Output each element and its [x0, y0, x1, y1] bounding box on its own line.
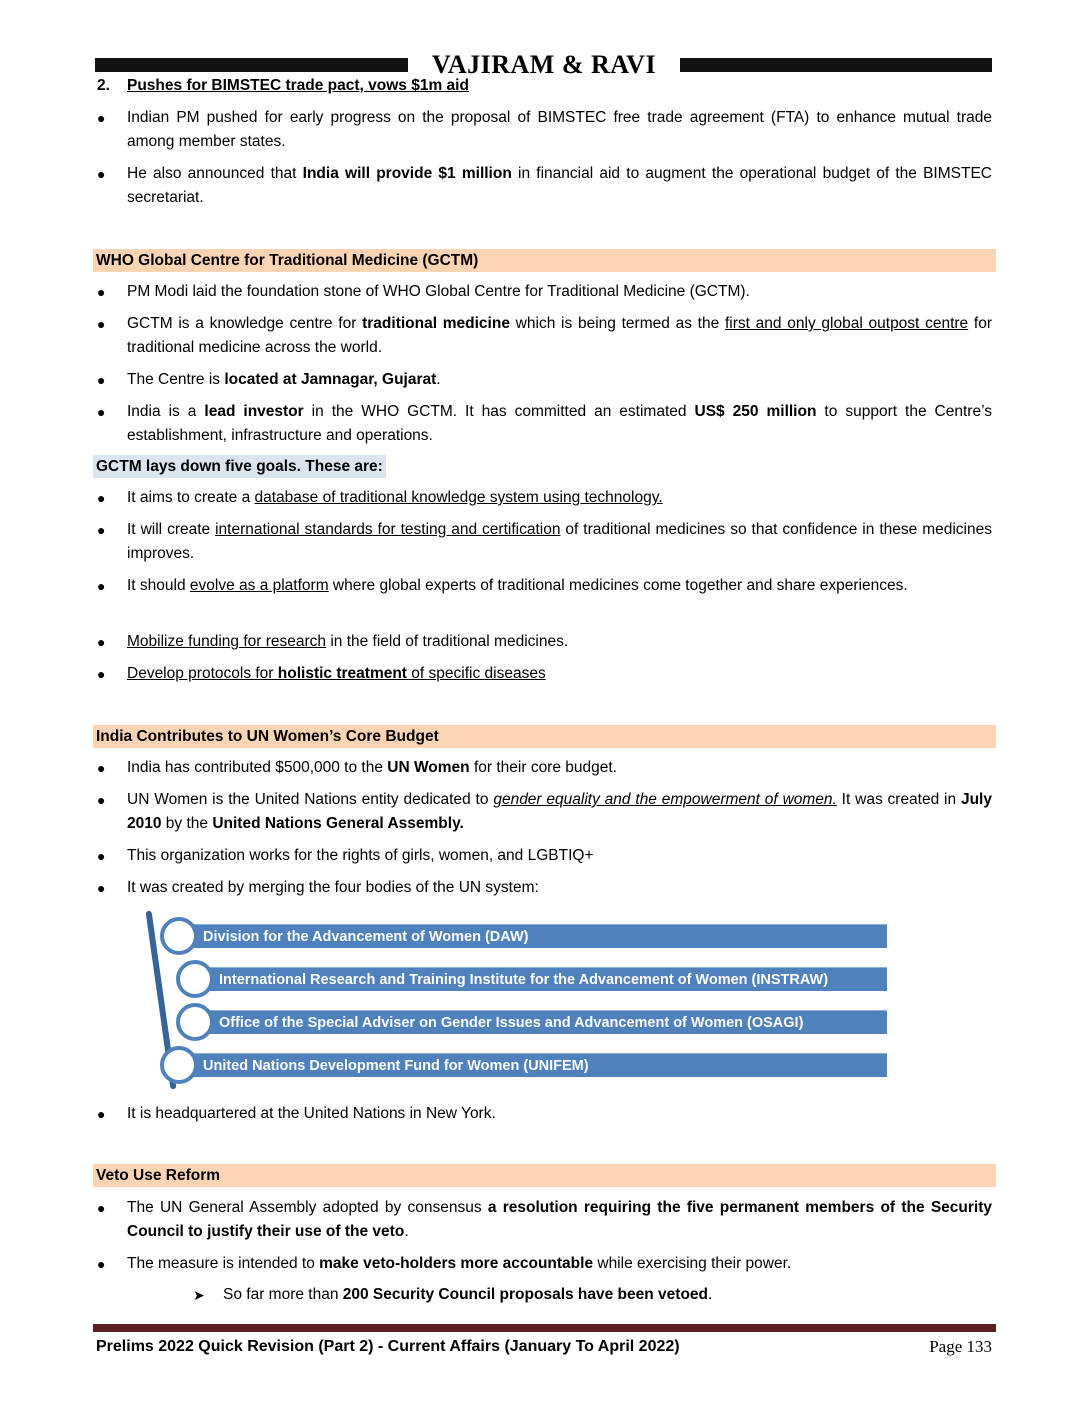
text-run: lead investor — [204, 403, 304, 420]
text-run: make veto-holders more accountable — [319, 1255, 594, 1272]
footer-title: Prelims 2022 Quick Revision (Part 2) - Current Affairs (January To April 2022) — [96, 1338, 680, 1355]
text-run: for their core budget. — [469, 759, 617, 776]
text-run: in financial aid to augment the operational budget of the BIMSTEC secretariat. — [127, 165, 992, 206]
text-run: first and only global outpost centre — [724, 315, 969, 332]
bullet-icon: ● — [97, 1200, 106, 1216]
text-run: This organization works for the rights of girls, women, and LGBTIQ+ — [127, 847, 594, 864]
text-run: It should — [127, 577, 190, 594]
bullet-text — [127, 400, 992, 448]
bullet-text — [127, 1102, 992, 1126]
bullet-icon: ● — [97, 316, 106, 332]
text-run: . — [404, 1223, 409, 1240]
text-run: PM Modi laid the foundation stone of WHO Global Centre for Traditional Medicine (GCTM). — [127, 283, 750, 300]
text-run: The Centre is — [127, 371, 225, 388]
bullet-text — [127, 162, 992, 210]
text-run: It aims to create a — [127, 489, 255, 506]
text-run: a resolution requiring the five permanent members of the Security Council to justify their use of the veto — [127, 1199, 992, 1240]
text-run: Mobilize funding for research — [127, 633, 327, 650]
text-run: July 2010 — [127, 791, 992, 832]
diagram-circle — [160, 917, 198, 955]
section-header-veto: Veto Use Reform — [93, 1164, 996, 1187]
subsection-gctm-goals: GCTM lays down five goals. These are: — [93, 455, 386, 478]
text-run: Develop protocols for — [127, 665, 278, 682]
text-run: It is headquartered at the United Nations in New York. — [127, 1105, 496, 1122]
bullet-icon: ● — [97, 404, 106, 420]
text-run: India will provide $1 million — [302, 165, 512, 182]
text-run: in the WHO GCTM. It has committed an estimated — [303, 403, 695, 420]
header-rule-right — [680, 58, 992, 72]
diagram-item: United Nations Development Fund for Women (UNIFEM) — [170, 1053, 887, 1077]
bullet-text — [127, 518, 992, 566]
bullet-text — [127, 662, 992, 686]
text-run: database of traditional knowledge system using technology. — [254, 489, 663, 506]
text-run: traditional medicine — [362, 315, 510, 332]
bullet-icon: ● — [97, 578, 106, 594]
text-run: It was created in — [836, 791, 961, 808]
bullet-icon: ● — [97, 490, 106, 506]
text-run: holistic treatment — [277, 665, 407, 682]
diagram-item: Office of the Special Adviser on Gender Issues and Advancement of Women (OSAGI) — [188, 1010, 887, 1034]
brand-title: VAJIRAM & RAVI — [431, 50, 657, 79]
bullet-icon: ● — [97, 522, 106, 538]
bullet-text — [127, 876, 992, 900]
bullet-text — [127, 788, 992, 836]
bullet-icon: ● — [97, 372, 106, 388]
text-run: gender equality and the empowerment of women. — [493, 791, 837, 808]
text-run: Indian PM pushed for early progress on the proposal of BIMSTEC free trade agreement (FTA) to enhance mutual trade among member states. — [127, 109, 992, 150]
text-run: He also announced that — [127, 165, 303, 182]
bullet-icon: ● — [97, 1256, 106, 1272]
bullet-icon: ● — [97, 166, 106, 182]
text-run: US$ 250 million — [694, 403, 817, 420]
bullet-text — [127, 630, 992, 654]
text-run: for traditional medicine across the world. — [127, 315, 992, 356]
text-run: India has contributed $500,000 to the — [127, 759, 388, 776]
bullet-icon: ● — [97, 634, 106, 650]
bullet-text — [127, 106, 992, 154]
section-header-unwomen: India Contributes to UN Women’s Core Budget — [93, 725, 996, 748]
bullet-icon: ● — [97, 110, 106, 126]
arrow-bullet-icon: ➤ — [193, 1287, 205, 1303]
bullet-icon: ● — [97, 284, 106, 300]
text-run: India is a — [127, 403, 205, 420]
bullet-text — [127, 486, 992, 510]
text-run: United Nations General Assembly. — [212, 815, 464, 832]
bullet-icon: ● — [97, 792, 106, 808]
bullet-icon: ● — [97, 880, 106, 896]
text-run: 200 Security Council proposals have been vetoed — [342, 1286, 708, 1303]
diagram-circle — [176, 1003, 214, 1041]
text-run: It was created by merging the four bodies of the UN system: — [127, 879, 539, 896]
bullet-text — [127, 756, 992, 780]
diagram-circle — [160, 1046, 198, 1084]
text-run: UN Women — [387, 759, 470, 776]
text-run: evolve as a platform — [189, 577, 329, 594]
bullet-icon: ● — [97, 1106, 106, 1122]
bullet-icon: ● — [97, 760, 106, 776]
bullet-icon: ● — [97, 848, 106, 864]
text-run: It will create — [127, 521, 216, 538]
sub-bullet-text — [223, 1283, 983, 1307]
item-title: Pushes for BIMSTEC trade pact, vows $1m aid — [127, 77, 469, 94]
bullet-text — [127, 368, 992, 392]
text-run: which is being termed as the — [509, 315, 725, 332]
text-run: where global experts of traditional medicines come together and share experiences. — [328, 577, 908, 594]
footer-rule — [93, 1324, 996, 1332]
bullet-text — [127, 844, 992, 868]
text-run: while exercising their power. — [593, 1255, 792, 1272]
text-run: The UN General Assembly adopted by consensus — [127, 1199, 488, 1216]
bullet-text — [127, 1252, 992, 1276]
text-run: of traditional medicines so that confidence in these medicines improves. — [127, 521, 992, 562]
bullet-text — [127, 1196, 992, 1244]
diagram-circle — [176, 960, 214, 998]
diagram-item: Division for the Advancement of Women (DAW) — [170, 924, 887, 948]
text-run: . — [708, 1286, 713, 1303]
text-run: located at Jamnagar, Gujarat — [224, 371, 437, 388]
diagram-item: International Research and Training Institute for the Advancement of Women (INSTRAW) — [188, 967, 887, 991]
section-header-gctm: WHO Global Centre for Traditional Medicine (GCTM) — [93, 249, 996, 272]
header-rule-left — [95, 58, 408, 72]
text-run: international standards for testing and certification — [215, 521, 561, 538]
text-run: by the — [161, 815, 213, 832]
bullet-text — [127, 574, 992, 598]
text-run: to support the Centre’s establishment, infrastructure and operations. — [127, 403, 992, 444]
page-number: Page 133 — [929, 1337, 992, 1356]
item-number: 2. — [97, 77, 110, 94]
text-run: The measure is intended to — [127, 1255, 320, 1272]
bullet-icon: ● — [97, 666, 106, 682]
text-run: UN Women is the United Nations entity dedicated to — [127, 791, 494, 808]
text-run: GCTM is a knowledge centre for — [127, 315, 363, 332]
text-run: in the field of traditional medicines. — [326, 633, 569, 650]
bullet-text — [127, 312, 992, 360]
text-run: of specific diseases — [406, 665, 546, 682]
text-run: . — [436, 371, 441, 388]
bullet-text — [127, 280, 992, 304]
text-run: So far more than — [223, 1286, 343, 1303]
